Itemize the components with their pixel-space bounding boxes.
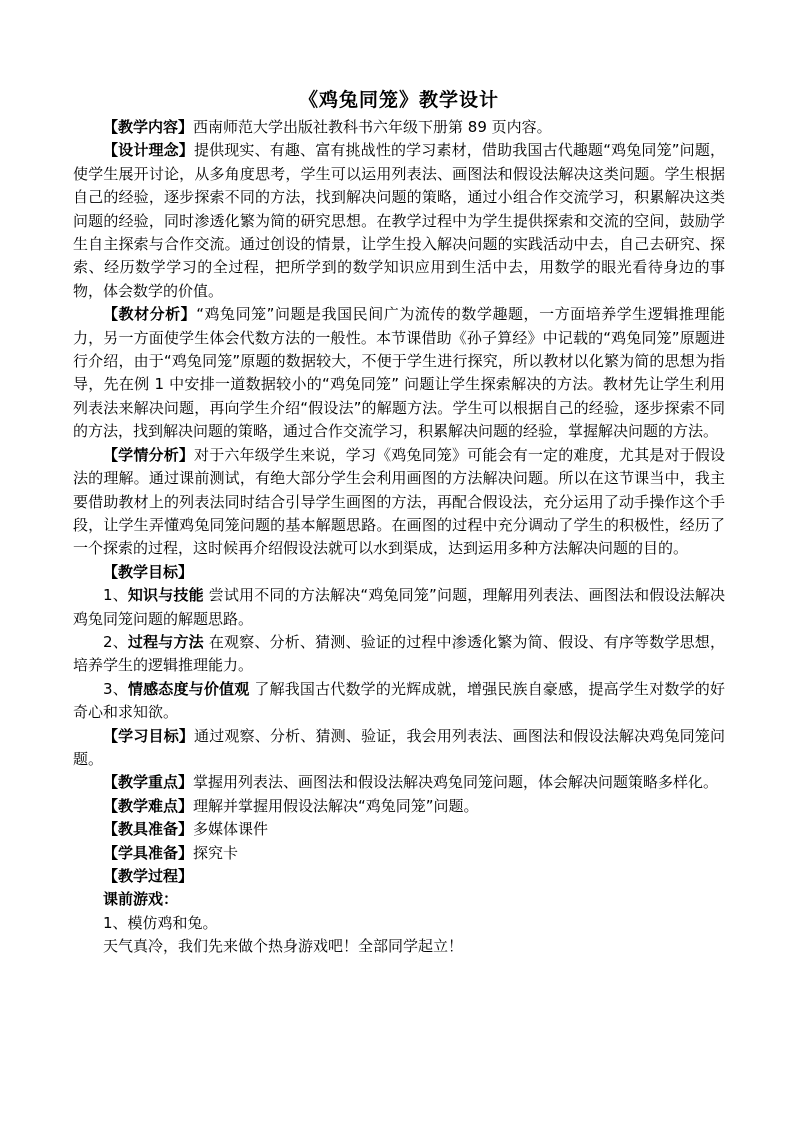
goal-text: 在观察、分析、猜测、验证的过程中渗透化繁为简、假设、有序等数学思想，培养学生的逻辑推理能力。 bbox=[73, 632, 725, 675]
goal-text: 尝试用不同的方法解决“鸡兔同笼”问题，理解用列表法、画图法和假设法解决鸡兔同笼问题的解题思路。 bbox=[73, 586, 725, 628]
section-label: 【学习目标】 bbox=[103, 726, 195, 745]
section-label: 【设计理念】 bbox=[103, 141, 194, 160]
section-teaching-content bbox=[73, 116, 725, 139]
goal-title: 情感态度与价值观 bbox=[127, 679, 250, 698]
goal-number: 3、 bbox=[103, 679, 128, 698]
section-label: 【教具准备】 bbox=[103, 820, 194, 839]
section-learning-aids bbox=[73, 842, 725, 865]
section-design-concept bbox=[73, 139, 725, 303]
section-label: 【教学难点】 bbox=[103, 796, 194, 815]
section-learning-goals bbox=[73, 725, 725, 772]
section-key-points bbox=[73, 771, 725, 794]
section-label: 【教学内容】 bbox=[103, 118, 194, 136]
document-title: 《鸡兔同笼》教学设计 bbox=[298, 89, 499, 111]
goal-item-process bbox=[73, 631, 725, 678]
goal-title: 过程与方法 bbox=[127, 632, 204, 651]
section-textbook-analysis bbox=[73, 303, 725, 443]
section-teaching-goals bbox=[73, 561, 725, 584]
game-text: 天气真冷，我们先来做个热身游戏吧！全部同学起立！ bbox=[103, 937, 464, 956]
goal-number: 1、 bbox=[103, 586, 128, 605]
goal-text: 了解我国古代数学的光辉成就，增强民族自豪感，提高学生对数学的好奇心和求知欲。 bbox=[73, 679, 725, 722]
section-label: 【教学过程】 bbox=[103, 867, 194, 885]
section-label: 【教材分析】 bbox=[103, 305, 197, 324]
goal-item-emotion bbox=[73, 678, 725, 725]
section-text: 理解并掌握用假设法解决“鸡兔同笼”问题。 bbox=[193, 796, 479, 815]
section-label: 【学具准备】 bbox=[103, 843, 194, 862]
game-heading-text: 课前游戏： bbox=[103, 890, 179, 909]
section-text: 掌握用列表法、画图法和假设法解决鸡兔同笼问题，体会解决问题策略多样化。 bbox=[193, 773, 719, 792]
section-text: 探究卡 bbox=[193, 843, 239, 862]
section-text: 西南师范大学出版社教科书六年级下册第 89 页内容。 bbox=[193, 118, 552, 136]
section-text: 多媒体课件 bbox=[193, 820, 269, 839]
goal-number: 2、 bbox=[103, 632, 128, 651]
section-label: 【教学重点】 bbox=[103, 773, 194, 792]
section-student-analysis bbox=[73, 444, 725, 561]
section-text: 通过观察、分析、猜测、验证，我会用列表法、画图法和假设法解决鸡兔同笼问题。 bbox=[73, 726, 725, 768]
section-difficulties bbox=[73, 795, 725, 818]
game-heading bbox=[73, 888, 725, 911]
section-label: 【学情分析】 bbox=[103, 445, 195, 464]
game-item: 1、模仿鸡和兔。 bbox=[103, 913, 218, 932]
section-text: 提供现实、有趣、富有挑战性的学习素材，借助我国古代趣题“鸡兔同笼”问题，使学生展开讨论，从多角度思考，学生可以运用列表法、画图法和假设法解决这类问题。学生根据自己的经验，逐步探索不同的方法，找到解决问题的策略，通过小组合作交流学习，积累解决这类问题的经验，同时渗透化繁为简的研究思想。在教学过程中为学生提供探索和交流的空间，鼓励学生自主探索与合作交流。通过创设的情景，让学生投入解决问题的实践活动中去，自己去研究、探索、经历数学学习的全过程，把所学到的数学知识应用到生活中去，用数学的眼光看待身边的事物，体会数学的价值。 bbox=[73, 141, 725, 300]
document-body bbox=[73, 116, 725, 959]
goal-title: 知识与技能 bbox=[127, 586, 204, 605]
section-label: 【教学目标】 bbox=[103, 562, 194, 581]
section-teaching-aids bbox=[73, 818, 725, 841]
section-text: 对于六年级学生来说，学习《鸡兔同笼》可能会有一定的难度，尤其是对于假设法的理解。通过课前测试，有绝大部分学生会利用画图的方法解决问题。所以在这节课当中，我主要借助教材上的列表法同时结合引导学生画图的方法，再配合假设法，充分运用了动手操作这个手段，让学生弄懂鸡兔同笼问题的基本解题思路。在画图的过程中充分调动了学生的积极性，经历了一个探索的过程，这时候再介绍假设法就可以水到渠成，达到运用多种方法解决问题的目的。 bbox=[73, 445, 725, 558]
section-teaching-process bbox=[73, 865, 725, 888]
section-text: “鸡兔同笼”问题是我国民间广为流传的数学趣题，一方面培养学生逻辑推理能力，另一方面使学生体会代数方法的一般性。本节课借助《孙子算经》中记载的“鸡兔同笼”原题进行介绍，由于“鸡兔同笼”原题的数据较大，不便于学生进行探究，所以教材以化繁为简的思想为指导，先在例 1 中安排一道数据较小的“鸡兔同笼” 问题让学生探索解决的方法。教材先让学生利用列表法来解决问题，再向学生介绍“假设法”的解题方法。学生可以根据自己的经验，逐步探索不同的方法，找到解决问题的策略，通过合作交流学习，积累解决问题的经验，掌握解决问题的方法。 bbox=[73, 305, 725, 441]
goal-item-knowledge bbox=[73, 584, 725, 631]
